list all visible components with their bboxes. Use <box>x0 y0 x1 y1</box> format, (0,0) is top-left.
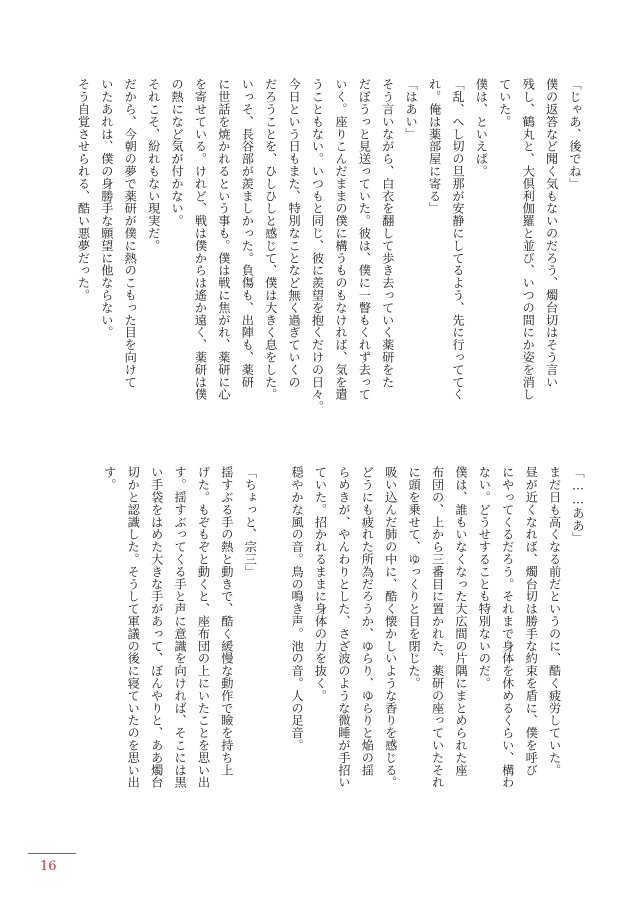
upper-text-block <box>76 78 586 413</box>
text-line: 「乱、へし切の旦那が安静にしてるよう、先に行っててく <box>450 78 465 401</box>
text-line: 「じゃあ、後でね」 <box>568 78 582 190</box>
text-line: いたあれは、僕の身勝手な願望に他ならない。 <box>99 78 114 339</box>
text-line: いく。座りこんだままの僕に構うものもなければ、気を遣 <box>333 78 348 401</box>
text-line: うこともない。いつもと同じ、彼に羨望を抱くだけの日々。 <box>310 78 325 413</box>
text-line: そう言いながら、白衣を翻して歩き去っていく薬研をた <box>380 78 395 388</box>
text-line: だろうことを、ひしひしと感じて、僕は大きく息をした。 <box>263 78 278 401</box>
text-line: げた。もぞもぞと動くと、座布団の上にいたことを思い出 <box>196 466 211 789</box>
text-line: に頭を乗せて、ゆっくりと目を閉じた。 <box>407 466 422 690</box>
text-line: れ。俺は薬部屋に寄る」 <box>427 78 442 215</box>
text-line: 「ちょっと、宗三」 <box>243 466 258 578</box>
text-line: 切かと認識した。そうして軍議の後に寝ていたのを思い出 <box>126 466 141 789</box>
text-line: 「はあい」 <box>404 78 419 140</box>
text-line: ない。どうせすることも特別ないのだ。 <box>477 466 492 690</box>
text-line: 昼が近くなれば、燭台切は勝手な約束を盾に、僕を呼び <box>524 466 539 776</box>
page-number-rule <box>28 853 76 854</box>
text-line: にやってくるだろう。それまで身体を休めるくらい、構わ <box>500 466 515 789</box>
text-line: いっそ、長谷部が羨ましかった。負傷も、出陣も、薬研 <box>240 78 255 388</box>
text-line: の熱になど気が付かない。 <box>170 78 185 227</box>
text-line: 僕は、といえば。 <box>474 78 489 178</box>
text-line: 今日という日もまた、特別なことなど無く過ぎていくの <box>287 78 302 388</box>
text-line: 穏やかな風の音。鳥の鳴き声。池の音。人の足音。 <box>290 466 305 752</box>
text-line: に世話を焼かれるという事も。僕は戦に焦がれ、薬研に心 <box>216 78 231 401</box>
text-line: 布団の、上から三番目に置かれた、薬研の座っていたそれ <box>430 466 445 789</box>
text-line: い手袋をはめた大きな手があって、ぼんやりと、ああ燭台 <box>149 466 164 789</box>
text-line: を寄せている。けれど、戦は僕からは遙か遠く、薬研は僕 <box>193 78 208 401</box>
text-line: す。 <box>102 466 117 491</box>
blank-line <box>261 466 284 786</box>
text-line: 僕は、誰もいなくなった大広間の片隅にまとめられた座 <box>453 466 468 776</box>
page-number: 16 <box>40 859 57 874</box>
text-line: まだ日も高くなる前だというのに、酷く疲労していた。 <box>547 466 562 776</box>
text-line: どうにも疲れた所為だろうか、ゆらり、ゆらりと焔の揺 <box>360 466 375 776</box>
text-line: そう自覚させられる、酷い悪夢だった。 <box>76 78 91 302</box>
text-line: す。揺すぶってくる手と声に意識を向ければ、そこには黒 <box>173 466 188 789</box>
text-line: だぼうっと見送っていた。彼は、僕に一瞥もくれず去って <box>357 78 372 401</box>
text-line: 揺すぶる手の熱と動きで、酷く緩慢な動作で瞼を持ち上 <box>219 466 234 776</box>
text-line: それこそ、紛れもない現実だ。 <box>146 78 161 252</box>
text-line: ていた。招かれるままに身体の力を抜く。 <box>313 466 328 702</box>
text-line: 「……ああ」 <box>571 466 585 544</box>
text-line: 残し、鶴丸と、大倶利伽羅と並び、いつの間にか姿を消し <box>521 78 536 401</box>
text-line: 僕の返答など聞く気もないのだろう、燭台切はそう言い <box>544 78 559 388</box>
lower-text-block <box>89 466 589 789</box>
text-line: だから、今朝の夢で薬研が僕に熱のこもった目を向けて <box>123 78 138 388</box>
text-line: らめきが、やんわりとした、さざ波のような微睡が手招い <box>336 466 351 789</box>
text-line: 吸い込んだ肺の中に、酷く懐かしいような香りを感じる。 <box>383 466 398 789</box>
text-line: ていた。 <box>497 78 512 128</box>
